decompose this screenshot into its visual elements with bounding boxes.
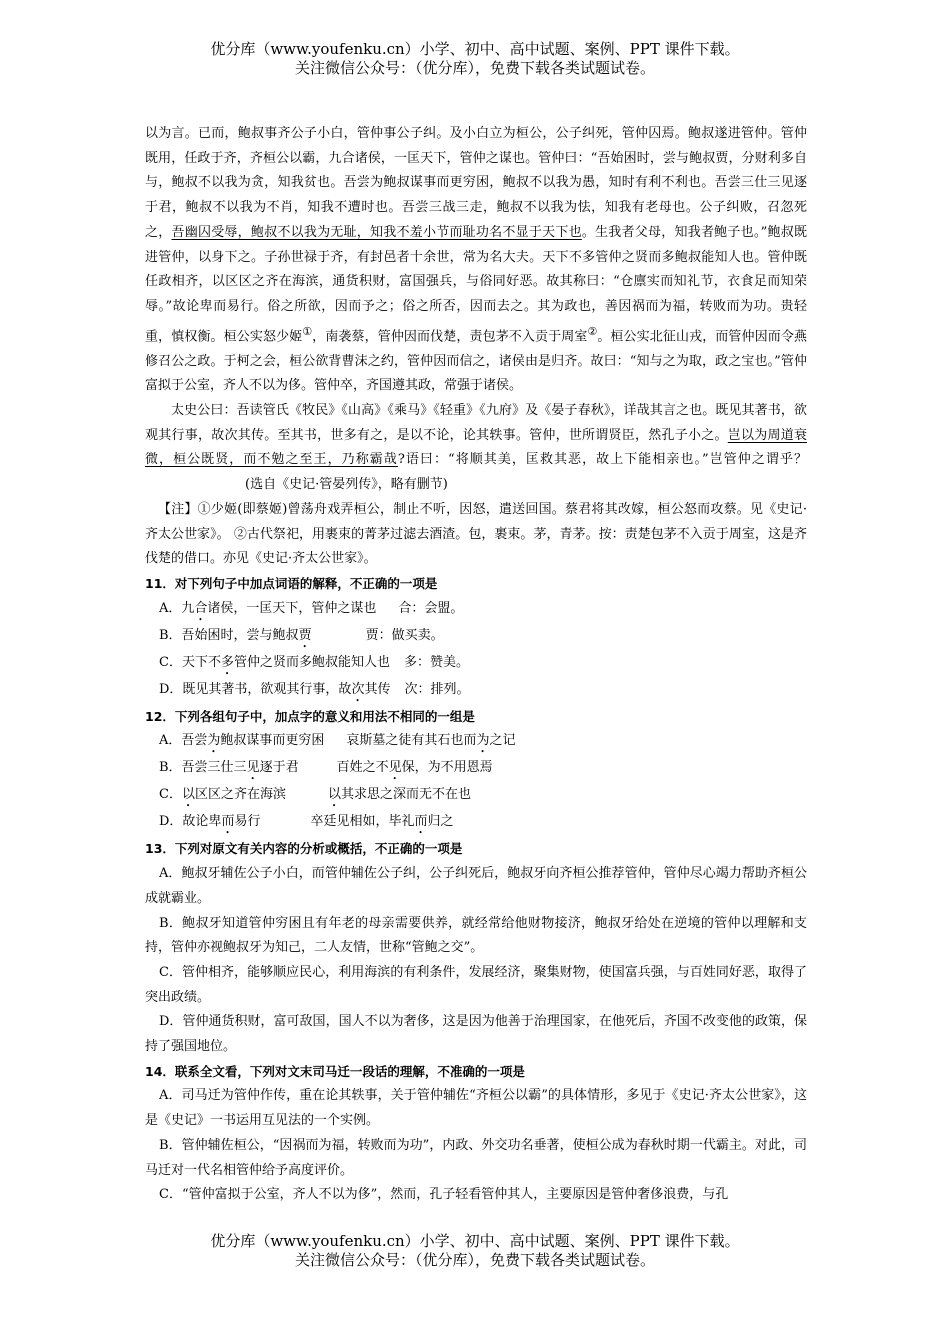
question-11-title: 11．对下列句子中加点词语的解释，不正确的一项是 (145, 575, 438, 591)
question-11-option-a: A．九合诸侯，一匡天下，管仲之谋也 合：会盟。 (159, 600, 464, 616)
footer-line-2: 关注微信公众号：（优分库），免费下载各类试题试卷。 (294, 1251, 655, 1269)
document-body (145, 122, 807, 1208)
header-line-1: 优分库（www.youfenku.cn）小学、初中、高中试题、案例、PPT 课件下载。 (210, 40, 740, 58)
footer-banner (0, 1232, 950, 1270)
question-12-option-b: B．吾尝三仕三见逐于君 百姓之不见保，为不用恩焉 (159, 760, 493, 776)
question-11-option-b: B．吾始困时，尝与鲍叔贾 贾：做买卖。 (159, 627, 444, 643)
question-14-title: 14．联系全文看，下列对文末司马迁一段话的理解，不准确的一项是 (145, 1063, 525, 1079)
question-12-option-a: A．吾尝为鲍叔谋事而更穷困 哀斯墓之徒有其石也而为之记 (159, 733, 516, 749)
question-13-option-d: D．管仲通货积财，富可敌国，国人不以为奢侈，这是因为他善于治理国家，在他死后，齐国不改变他的政策，保持了强国地位。 (145, 1014, 807, 1055)
question-13-option-a: A．鲍叔牙辅佐公子小白，而管仲辅佐公子纠，公子纠死后，鲍叔牙向齐桓公推荐管仲，管仲尽心竭力帮助齐桓公成就霸业。 (145, 866, 807, 906)
source-citation: (选自《史记·管晏列传》，略有删节) (245, 477, 448, 493)
footnote-marker-1: ① (302, 324, 313, 338)
passage-paragraph-1 (145, 122, 807, 399)
passage-text: 。生我者父母，知我者鲍子也。”鲍叔既进管仲，以身下之。子孙世禄于齐，有封邑者十余世，常为名大夫。天下不多管仲之贤而多鲍叔能知人也。管仲既任政相齐，以区区之齐在海滨，通货积财，富国强兵，与俗同好恶。故其称曰：“仓廪实而知礼节，衣食足而知荣辱。”故论卑而易行。俗之所欲，因而予之；俗之所否，因而去之。其为政也，善因祸而为福，转败而为功。贵轻重，慎权衡。桓公实怒少姬 (145, 224, 807, 344)
question-11-option-c: C．天下不多管仲之贤而多鲍叔能知人也 多：赞美。 (159, 654, 469, 670)
passage-text: 以为言。已而，鲍叔事齐公子小白，管仲事公子纠。及小白立为桓公，公子纠死，管仲囚焉。鲍叔遂进管仲。管仲既用，任政于齐，齐桓公以霸，九合诸侯，一匡天下，管仲之谋也。管仲曰：“吾始困时，尝与鲍叔贾，分财利多自与，鲍叔不以我为贪，知我贫也。吾尝为鲍叔谋事而更穷困，鲍叔不以我为愚，知时有利不利也。吾尝三仕三见逐于君，鲍叔不以我为不肖，知我不遭时也。吾尝三战三走，鲍叔不以我为怯，知我有老母也。公子纠败，召忽死之， (145, 126, 807, 240)
question-12-option-c: C．以区区之齐在海滨 以其求思之深而无不在也 (159, 787, 472, 803)
header-banner (0, 40, 950, 78)
passage-text: 。桓公实北征山戎，而管仲因而令燕修召公之政。于柯之会，桓公欲背曹沫之约，管仲因而信之，诸侯由是归齐。故曰：“知与之为取，政之宝也。”管仲富拟于公室，齐人不以为侈。管仲卒，齐国遵其政，常强于诸侯。 (145, 328, 807, 394)
header-line-2: 关注微信公众号：（优分库），免费下载各类试题试卷。 (294, 59, 655, 77)
passage-paragraph-2 (145, 399, 807, 498)
passage-text: ?语曰：“将顺其美，匡救其恶，故上下能相亲也。”岂管仲之谓乎？ (397, 452, 807, 468)
question-11-option-d: D．既见其著书，欲观其行事，故次其传 次：排列。 (159, 681, 470, 697)
question-12-option-d: D．故论卑而易行 卒廷见相如，毕礼而归之 (159, 814, 454, 830)
footer-line-1: 优分库（www.youfenku.cn）小学、初中、高中试题、案例、PPT 课件下载。 (210, 1232, 740, 1250)
question-13-option-b: B．鲍叔牙知道管仲穷困且有年老的母亲需要供养，就经常给他财物接济，鲍叔牙给处在逆境的管仲以理解和支持，管仲亦视鲍叔牙为知己，二人友情，世称“管鲍之交”。 (145, 915, 807, 956)
question-14-option-b: B．管仲辅佐桓公，“因祸而为福，转败而为功”，内政、外交功名垂著，使桓公成为春秋时期一代霸主。对此，司马迁对一代名相管仲给予高度评价。 (145, 1137, 807, 1178)
annotation-note: 【注】①少姬(即蔡姬)曾荡舟戏弄桓公，制止不听，因怒，遣送回国。蔡君将其改嫁，桓公怒而攻蔡。见《史记·齐太公世家》。 ②古代祭祀，用裹束的菁茅过滤去酒渣。包，裹束。茅，青茅。按：责楚包茅不入贡于周室，这是齐伐楚的借口。亦见《史记·齐太公世家》。 (145, 501, 807, 567)
underlined-sentence-1: 吾幽囚受辱，鲍叔不以我为无耻，知我不羞小节而耻功名不显于天下也 (171, 224, 582, 240)
passage-text: 太史公曰：吾读管氏《牧民》《山高》《乘马》《轻重》《九府》及《晏子春秋》，详哉其言之也。既见其著书，欲观其行事，故次其传。至其书，世多有之，是以不论，论其轶事。管仲，世所谓贤臣，然孔子小之。 (145, 403, 807, 443)
question-13-option-c: C．管仲相齐，能够顺应民心，利用海滨的有利条件，发展经济，聚集财物，使国富兵强，与百姓同好恶，取得了突出政绩。 (145, 964, 807, 1005)
question-13-title: 13．下列对原文有关内容的分析或概括，不正确的一项是 (145, 841, 463, 857)
footnote-marker-2: ② (587, 324, 598, 338)
passage-text: ，南袭蔡，管仲因而伐楚，责包茅不入贡于周室 (312, 328, 588, 344)
question-12-title: 12．下列各组句子中，加点字的意义和用法不相同的一组是 (145, 708, 475, 724)
question-14-option-c: C．“管仲富拟于公室，齐人不以为侈”，然而，孔子轻看管仲其人，主要原因是管仲奢侈浪费，与孔 (159, 1187, 729, 1203)
underlined-sentence-2: 岂以为周道衰微，桓公既贤，而不勉之至王，乃称霸哉 (145, 427, 807, 468)
question-14-option-a: A．司马迁为管仲作传，重在论其轶事，关于管仲辅佐“齐桓公以霸”的具体情形，多见于《史记·齐太公世家》，这是《史记》一书运用互见法的一个实例。 (145, 1088, 807, 1129)
